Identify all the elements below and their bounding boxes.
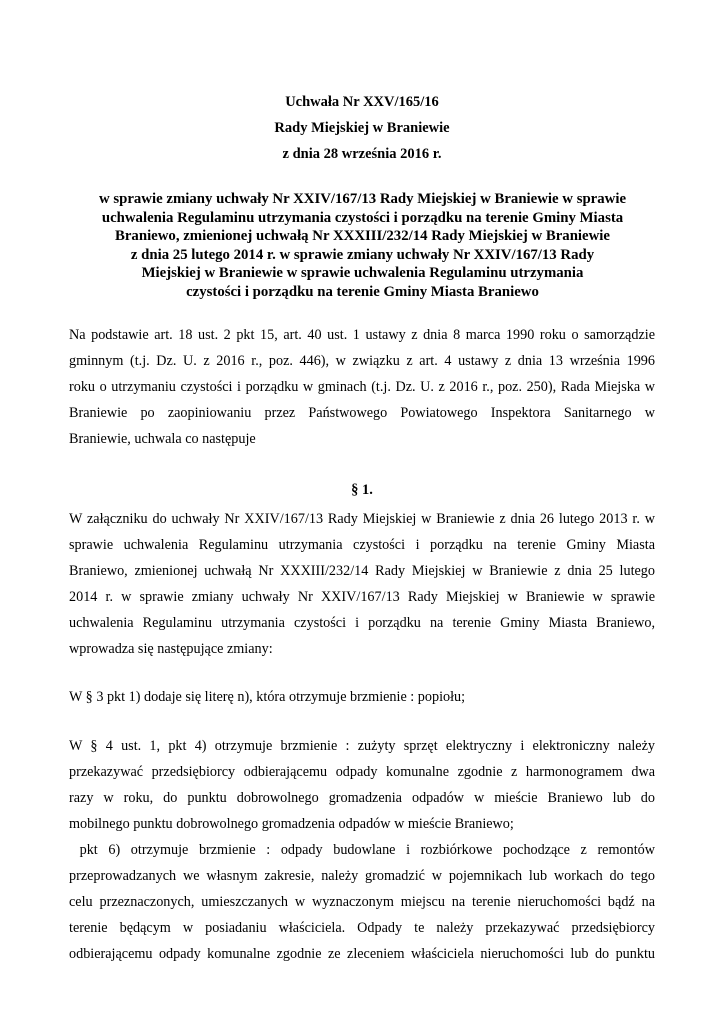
change-4-line: W § 4 ust. 1, pkt 4) otrzymuje brzmienie : zużyty sprzęt elektryczny i elektroniczny należy [69, 738, 655, 754]
change-paragraph-6 [69, 837, 655, 967]
subject-line: w sprawie zmiany uchwały Nr XXIV/167/13 Rady Miejskiej w Braniewie w sprawie [98, 191, 627, 207]
section-1-heading: § 1. [351, 482, 373, 498]
change-6-line: celu przeznaczonych, umieszczanych w wyznaczonym miejscu na terenie nieruchomości bądź na [69, 894, 655, 910]
change-6-line: pkt 6) otrzymuje brzmienie : odpady budowlane i rozbiórkowe pochodzące z remontów [69, 842, 655, 858]
change-4-line: razy w roku, do punktu dobrowolnego gromadzenia odpadów w mieście Braniewo lub do [69, 790, 655, 806]
section-1-line: 2014 r. w sprawie zmiany uchwały Nr XXIV/167/13 Rady Miejskiej w Braniewie w sprawie [69, 589, 655, 605]
subject-line: czystości i porządku na terenie Gminy Miasta Braniewo [186, 283, 539, 300]
preamble-line: Braniewie, uchwala co następuje [69, 431, 256, 447]
change-4-line: mobilnego punktu dobrowolnego gromadzenia odpadów w mieście Braniewo; [69, 816, 514, 832]
section-1-line: uchwalenia Regulaminu utrzymania czystości i porządku na terenie Gminy Miasta Braniewo, [69, 615, 655, 631]
preamble-line: Braniewie po zaopiniowaniu przez Państwowego Powiatowego Inspektora Sanitarnego w [69, 405, 655, 421]
change-6-line: przeprowadzanych we własnym zakresie, należy gromadzić w pojemnikach lub workach do tego [69, 868, 655, 884]
section-1-line: sprawie uchwalenia Regulaminu utrzymania czystości i porządku na terenie Gminy Miasta [69, 537, 655, 553]
subject-line: uchwalenia Regulaminu utrzymania czystości i porządku na terenie Gminy Miasta [101, 209, 624, 226]
preamble-line: gminnym (t.j. Dz. U. z 2016 r., poz. 446), w związku z art. 4 ustawy z dnia 13 września 1996 [69, 353, 655, 369]
resolution-subject [70, 190, 655, 302]
change-6-line: odbierającemu odpady komunalne zgodnie ze zleceniem właściciela nieruchomości lub do punktu [69, 946, 655, 962]
subject-line: Braniewo, zmienionej uchwałą Nr XXXIII/232/14 Rady Miejskiej w Braniewie [115, 228, 610, 245]
change-4-line: przekazywać przedsiębiorcy odbierającemu odpady komunalne zgodnie z harmonogramem dwa [69, 764, 655, 780]
change-paragraph-4 [69, 733, 655, 837]
preamble-paragraph [69, 322, 655, 452]
preamble-line: Na podstawie art. 18 ust. 2 pkt 15, art. 40 ust. 1 ustawy z dnia 8 marca 1990 roku o samorządzie [69, 327, 655, 343]
preamble-line: roku o utrzymaniu czystości i porządku w gminach (t.j. Dz. U. z 2016 r., poz. 250), Rada Miejska w [69, 379, 655, 395]
subject-line: z dnia 25 lutego 2014 r. w sprawie zmiany uchwały Nr XXIV/167/13 Rady [130, 246, 595, 263]
section-1-line: Braniewo, zmienionej uchwałą Nr XXXIII/232/14 Rady Miejskiej w Braniewie z dnia 25 lutego [69, 563, 655, 579]
section-1-paragraph [69, 506, 655, 662]
section-1-line: W załączniku do uchwały Nr XXIV/167/13 Rady Miejskiej w Braniewie z dnia 26 lutego 2013 r. w [69, 511, 655, 527]
resolution-number: Uchwała Nr XXV/165/16 [285, 94, 439, 110]
change-6-line: terenie będącym w posiadaniu właściciela. Odpady te należy przekazywać przedsiębiorcy [69, 920, 655, 936]
subject-line: Miejskiej w Braniewie w sprawie uchwalenia Regulaminu utrzymania [141, 265, 584, 282]
change-paragraph-3: W § 3 pkt 1) dodaje się literę n), która otrzymuje brzmienie : popiołu; [69, 689, 466, 705]
section-1-line: wprowadza się następujące zmiany: [69, 641, 273, 657]
council-name: Rady Miejskiej w Braniewie [274, 120, 450, 136]
resolution-date: z dnia 28 września 2016 r. [282, 146, 442, 162]
